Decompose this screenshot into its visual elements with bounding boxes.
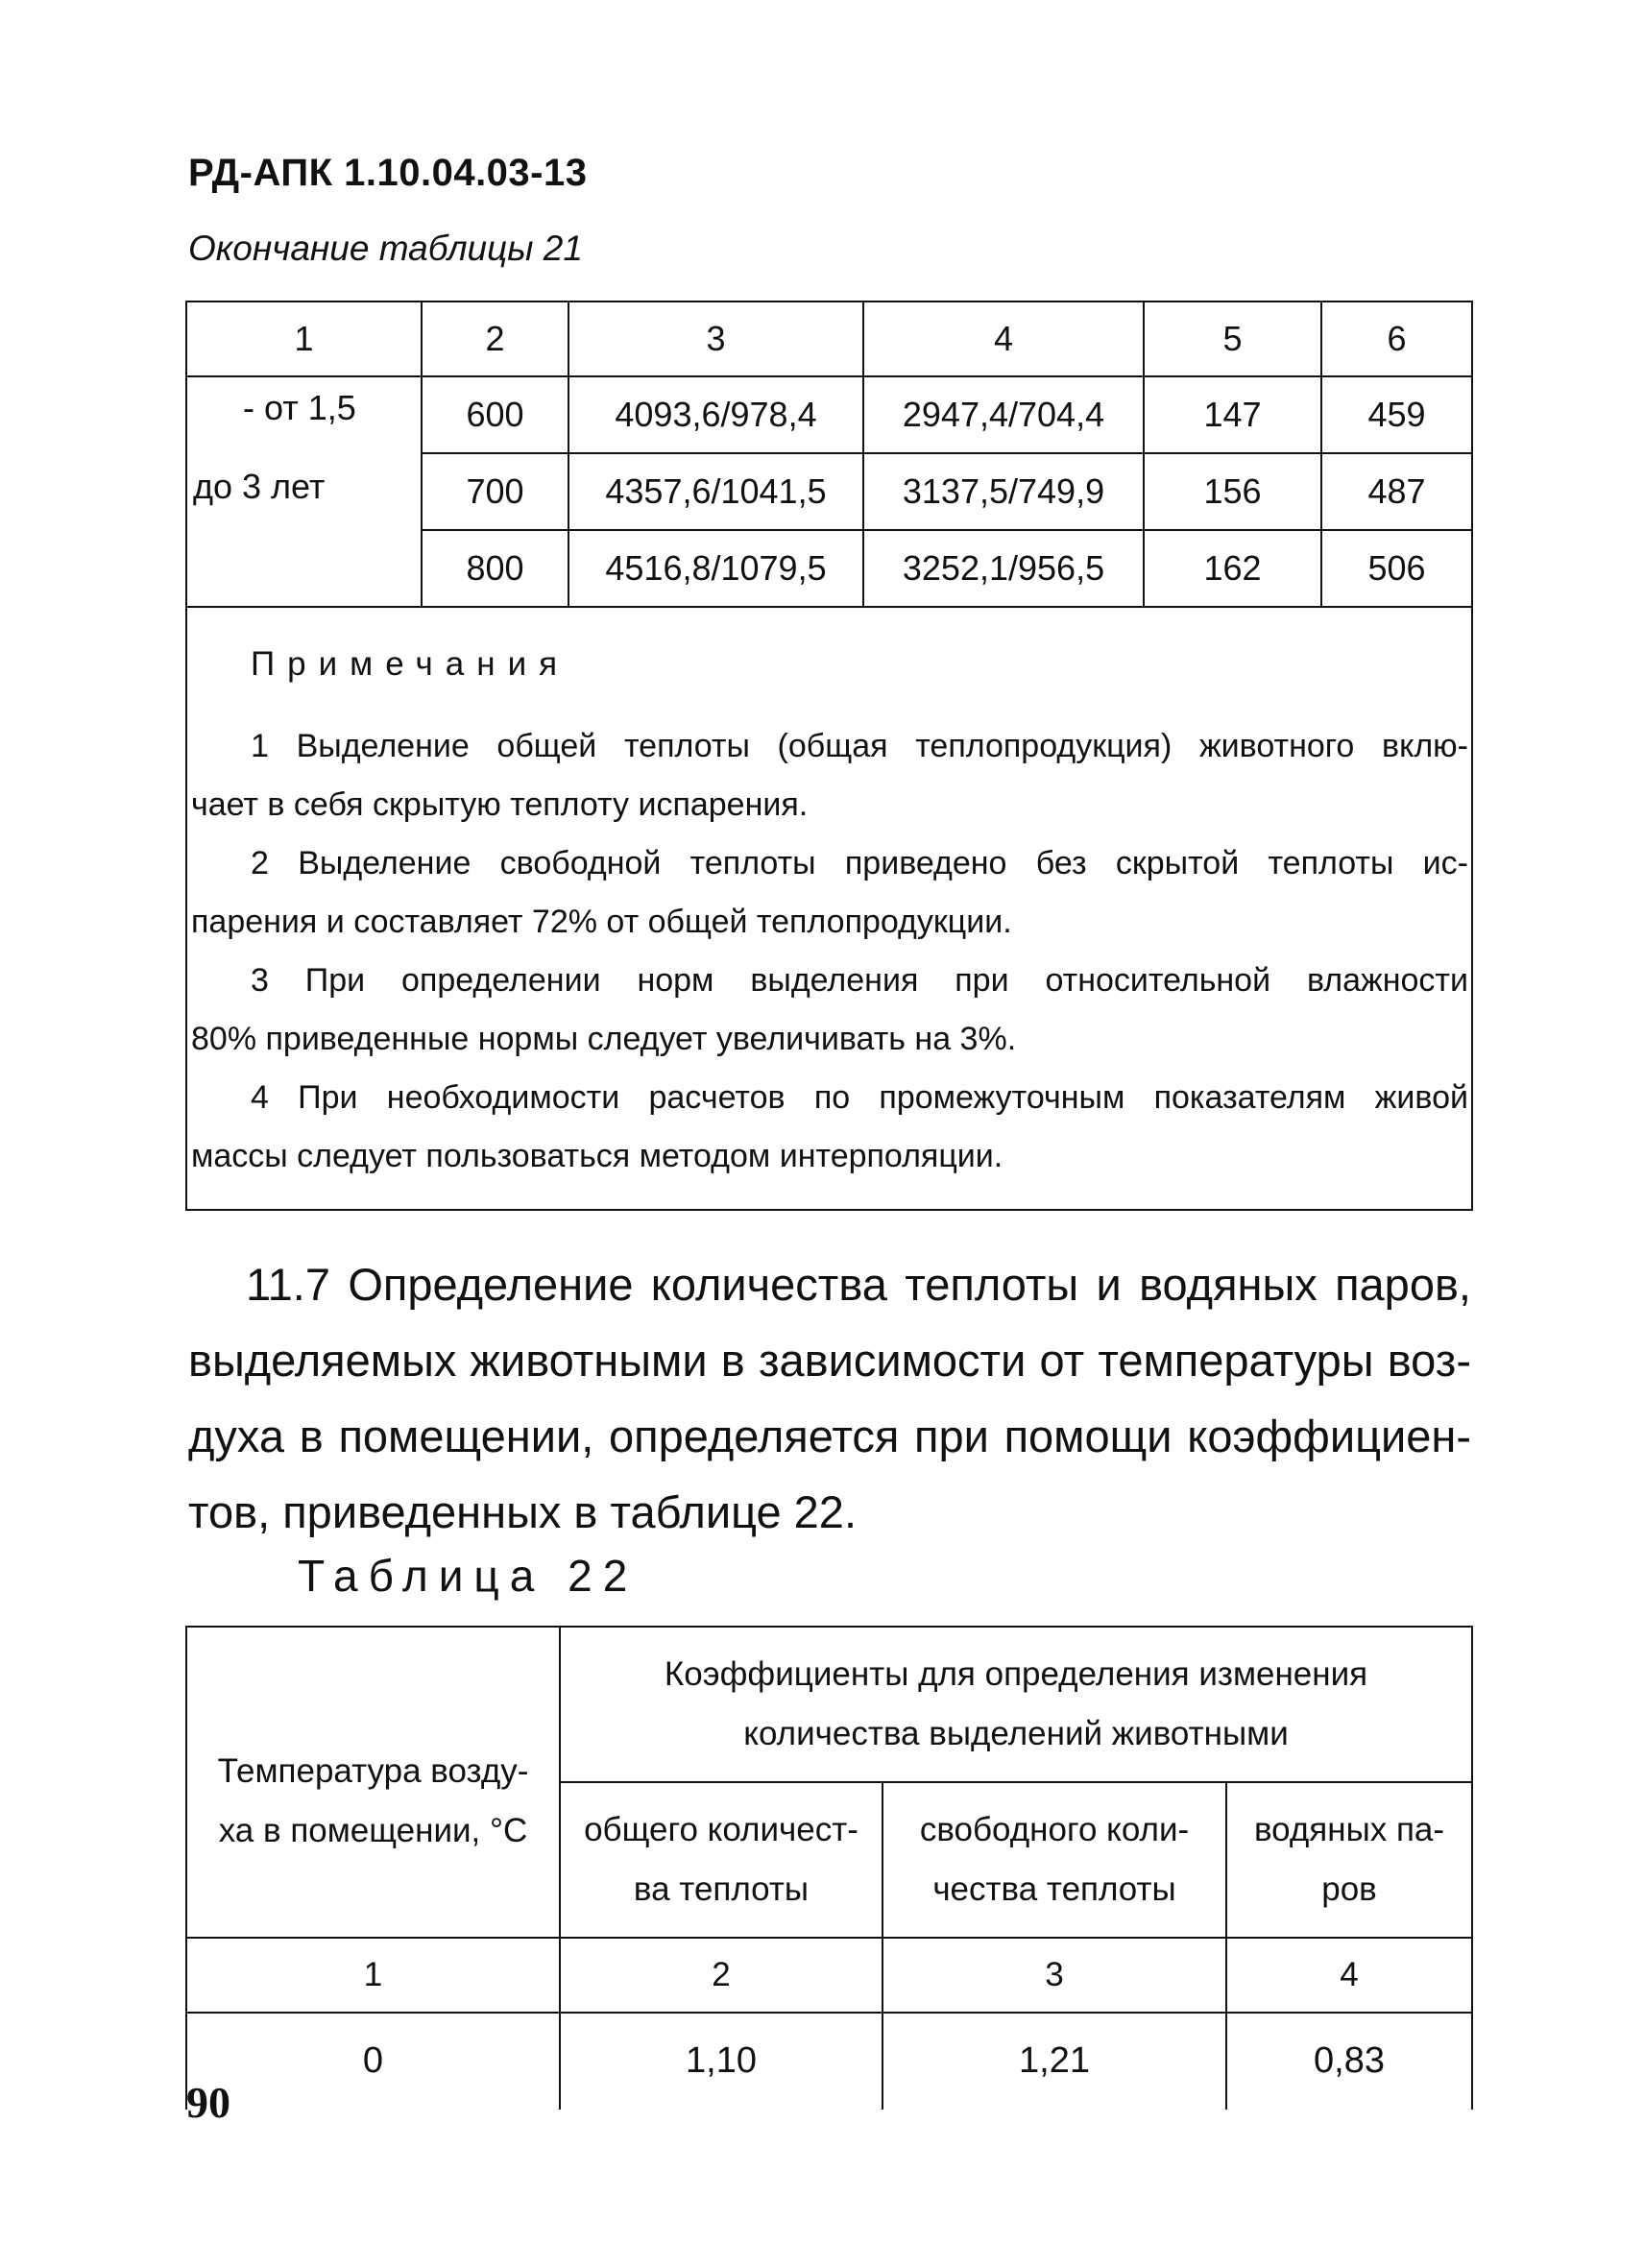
subheader-total-heat — [560, 1782, 882, 1938]
coefficients-group-header — [560, 1627, 1472, 1782]
paragraph-line: 11.7 Определение количества теплоты и водяных паров, — [246, 1259, 1471, 1310]
table-cell: 459 — [1321, 376, 1472, 453]
table-cell: 800 — [422, 530, 568, 607]
subheader-free-heat — [882, 1782, 1226, 1938]
note-2 — [187, 834, 1471, 952]
table-header-row — [186, 1627, 1472, 1782]
header-line: чества теплоты — [932, 1870, 1176, 1908]
note-line: массы следует пользоваться методом интерполяции. — [191, 1138, 1003, 1174]
note-line: 3 При определении норм выделения при относительной влажности — [251, 962, 1468, 999]
header-line: Коэффициенты для определения изменения — [664, 1655, 1368, 1693]
note-line: 4 При необходимости расчетов по промежуточным показателям живой — [251, 1079, 1468, 1116]
column-number-row — [186, 1938, 1472, 2013]
header-line: количества выделений животными — [743, 1715, 1289, 1752]
column-number: 3 — [882, 1938, 1226, 2013]
table-cell: 1,21 — [882, 2013, 1226, 2110]
paragraph-line: духа в помещении, определяется при помощи коэффициен- — [188, 1411, 1471, 1461]
note-4 — [187, 1069, 1471, 1186]
note-line: парения и составляет 72% от общей теплопродукции. — [191, 904, 1012, 940]
column-number: 1 — [186, 1938, 560, 2013]
table-22 — [185, 1626, 1473, 2110]
column-number: 6 — [1321, 302, 1472, 376]
column-number: 2 — [422, 302, 568, 376]
document-code: РД-АПК 1.10.04.03-13 — [188, 152, 588, 194]
column-number: 4 — [863, 302, 1144, 376]
header-line: ва теплоты — [633, 1870, 810, 1908]
table-cell: 0 — [186, 2013, 560, 2110]
note-1 — [187, 717, 1471, 834]
table-cell: 487 — [1321, 453, 1472, 530]
age-group-line1: - от 1,5 — [243, 388, 356, 427]
column-number: 2 — [560, 1938, 882, 2013]
subheader-water-vapor — [1226, 1782, 1472, 1938]
table-cell: 600 — [422, 376, 568, 453]
temperature-header — [186, 1627, 560, 1938]
note-3 — [187, 952, 1471, 1069]
header-line: ха в помещении, °С — [218, 1812, 528, 1849]
section-paragraph — [188, 1246, 1471, 1550]
note-line: 1 Выделение общей теплоты (общая теплопродукция) животного вклю- — [251, 728, 1468, 764]
table-continuation-caption: Окончание таблицы 21 — [188, 229, 583, 268]
column-number: 1 — [186, 302, 422, 376]
table-cell: 4516,8/1079,5 — [568, 530, 863, 607]
notes-title: Примечания — [251, 645, 570, 683]
note-line: чает в себя скрытую теплоту испарения. — [191, 786, 809, 823]
table-22-caption: Таблица 22 — [298, 1551, 639, 1601]
table-cell: 700 — [422, 453, 568, 530]
table-row — [186, 376, 1472, 453]
table-cell: 156 — [1144, 453, 1321, 530]
header-line: Температура возду- — [217, 1752, 529, 1790]
notes-cell — [186, 607, 1472, 1210]
column-number: 4 — [1226, 1938, 1472, 2013]
page-number: 90 — [186, 2078, 230, 2127]
note-line: 80% приведенные нормы следует увеличивать на 3%. — [191, 1021, 1017, 1057]
table-cell: 2947,4/704,4 — [863, 376, 1144, 453]
table-cell: 3137,5/749,9 — [863, 453, 1144, 530]
table-cell: 506 — [1321, 530, 1472, 607]
header-line: свободного коли- — [919, 1811, 1190, 1848]
column-number: 3 — [568, 302, 863, 376]
table-cell: 4357,6/1041,5 — [568, 453, 863, 530]
table-21 — [185, 301, 1473, 1211]
table-cell: 4093,6/978,4 — [568, 376, 863, 453]
table-header-row — [186, 302, 1472, 376]
age-group-line2: до 3 лет — [193, 467, 326, 506]
notes-row — [186, 607, 1472, 1210]
table-row — [186, 2013, 1472, 2110]
table-cell: 1,10 — [560, 2013, 882, 2110]
table-cell: 147 — [1144, 376, 1321, 453]
age-group-cell — [186, 376, 422, 607]
header-line: водяных па- — [1253, 1811, 1445, 1848]
table-cell: 3252,1/956,5 — [863, 530, 1144, 607]
table-cell: 0,83 — [1226, 2013, 1472, 2110]
header-line: общего количест- — [584, 1811, 858, 1848]
paragraph-line: выделяемых животными в зависимости от температуры воз- — [188, 1335, 1471, 1386]
header-line: ров — [1321, 1870, 1377, 1908]
column-number: 5 — [1144, 302, 1321, 376]
table-cell: 162 — [1144, 530, 1321, 607]
note-line: 2 Выделение свободной теплоты приведено без скрытой теплоты ис- — [251, 845, 1468, 881]
paragraph-line: тов, приведенных в таблице 22. — [188, 1486, 858, 1537]
